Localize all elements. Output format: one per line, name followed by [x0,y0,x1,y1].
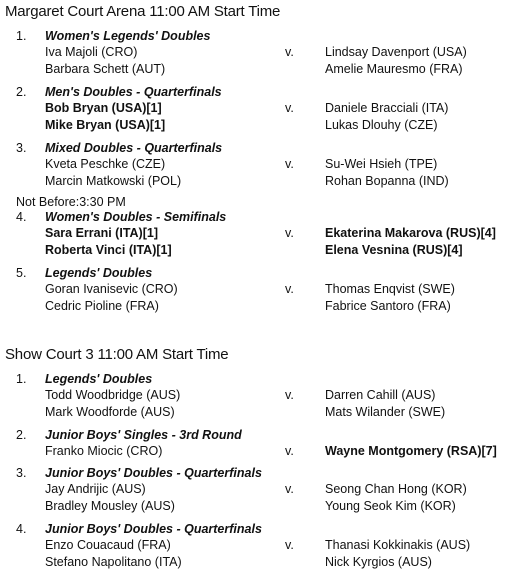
left-player-2: Roberta Vinci (ITA)[1] [45,243,172,257]
left-player-2: Marcin Matkowski (POL) [45,174,182,188]
event-name: Junior Boys' Doubles - Quarterfinals [45,466,262,480]
event-name: Women's Doubles - Semifinals [45,210,227,224]
match-number: 3. [16,466,27,480]
right-player-2: Lukas Dlouhy (CZE) [325,118,438,132]
right-player-2: Amelie Mauresmo (FRA) [325,62,463,76]
versus-label: v. [285,45,294,59]
match-number: 1. [16,372,27,386]
right-player-2: Rohan Bopanna (IND) [325,174,449,188]
event-name: Legends' Doubles [45,266,153,280]
match-number: 3. [16,141,27,155]
right-player-2: Mats Wilander (SWE) [325,405,446,419]
match-number: 5. [16,266,27,280]
versus-label: v. [285,388,294,402]
event-name: Mixed Doubles - Quarterfinals [45,141,223,155]
versus-label: v. [285,444,294,458]
match-number: 1. [16,29,27,43]
left-player-1: Todd Woodbridge (AUS) [45,388,181,402]
right-player-1: Ekaterina Makarova (RUS)[4] [325,226,496,240]
left-player-2: Mike Bryan (USA)[1] [45,118,166,132]
left-player-1: Goran Ivanisevic (CRO) [45,282,178,296]
left-player-1: Kveta Peschke (CZE) [45,157,166,171]
right-player-2: Fabrice Santoro (FRA) [325,299,451,313]
right-player-2: Elena Vesnina (RUS)[4] [325,243,463,257]
versus-label: v. [285,482,294,496]
left-player-1: Iva Majoli (CRO) [45,45,138,59]
right-player-1: Su-Wei Hsieh (TPE) [325,157,438,171]
right-player-1: Thomas Enqvist (SWE) [325,282,455,296]
left-player-1: Franko Miocic (CRO) [45,444,163,458]
match-number: 4. [16,522,27,536]
left-player-2: Cedric Pioline (FRA) [45,299,159,313]
event-name: Legends' Doubles [45,372,153,386]
event-name: Junior Boys' Doubles - Quarterfinals [45,522,262,536]
left-player-2: Barbara Schett (AUT) [45,62,166,76]
versus-label: v. [285,282,294,296]
left-player-1: Enzo Couacaud (FRA) [45,538,171,552]
right-player-1: Darren Cahill (AUS) [325,388,436,402]
right-player-2: Young Seok Kim (KOR) [325,499,456,513]
court-title: Show Court 3 11:00 AM Start Time [5,346,229,363]
right-player-2: Nick Kyrgios (AUS) [325,555,432,569]
event-name: Men's Doubles - Quarterfinals [45,85,222,99]
court-title: Margaret Court Arena 11:00 AM Start Time [5,3,281,20]
left-player-2: Stefano Napolitano (ITA) [45,555,182,569]
not-before-note: Not Before:3:30 PM [16,195,126,209]
right-player-1: Thanasi Kokkinakis (AUS) [325,538,471,552]
match-number: 2. [16,85,27,99]
left-player-2: Bradley Mousley (AUS) [45,499,175,513]
match-number: 2. [16,428,27,442]
right-player-1: Daniele Bracciali (ITA) [325,101,449,115]
versus-label: v. [285,157,294,171]
right-player-1: Seong Chan Hong (KOR) [325,482,467,496]
right-player-1: Wayne Montgomery (RSA)[7] [325,444,497,458]
event-name: Women's Legends' Doubles [45,29,211,43]
versus-label: v. [285,101,294,115]
right-player-1: Lindsay Davenport (USA) [325,45,467,59]
left-player-1: Bob Bryan (USA)[1] [45,101,162,115]
left-player-1: Sara Errani (ITA)[1] [45,226,158,240]
match-number: 4. [16,210,27,224]
left-player-2: Mark Woodforde (AUS) [45,405,175,419]
versus-label: v. [285,538,294,552]
left-player-1: Jay Andrijic (AUS) [45,482,146,496]
event-name: Junior Boys' Singles - 3rd Round [45,428,242,442]
versus-label: v. [285,226,294,240]
